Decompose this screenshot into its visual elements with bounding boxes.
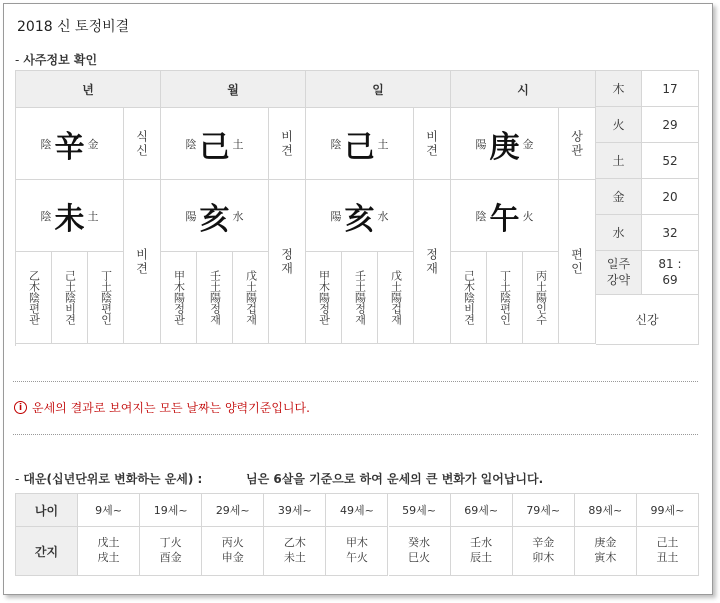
- element-score: 20: [662, 189, 678, 204]
- element-score-cell: [642, 179, 699, 215]
- element-score: 52: [662, 153, 678, 168]
- yin-yang-label: 陰: [185, 137, 197, 151]
- hidden-stem-label: 甲木陽정관: [317, 270, 331, 325]
- branch-ten-god-label: 정재: [279, 247, 294, 276]
- yin-yang-label: 陰: [475, 209, 487, 223]
- daeun-ganji: [594, 536, 616, 566]
- daeun-ganji-cell: [575, 527, 637, 576]
- daeun-ganji-cell: [264, 527, 326, 576]
- hidden-stem-cell: [487, 252, 523, 344]
- element-label: 土: [232, 137, 244, 151]
- strength-value-cell: [642, 251, 699, 295]
- hidden-stem-cell: [52, 252, 88, 344]
- stem-ten-god-label: 상관: [569, 129, 584, 158]
- branch-ten-god-label: 정재: [424, 247, 439, 276]
- stem-ten-god: [269, 108, 306, 180]
- branch-ten-god: [124, 180, 161, 344]
- element-name: 金: [612, 190, 625, 204]
- earthly-branch-cell: [161, 180, 269, 252]
- yin-yang-label: 陽: [330, 209, 342, 223]
- daeun-ganji-cell: [326, 527, 388, 576]
- daeun-age: 89세~: [588, 504, 623, 517]
- daeun-age: 39세~: [277, 504, 312, 517]
- strength-value: 81 : 69: [658, 256, 682, 287]
- age-row-label-cell: [16, 494, 78, 527]
- daeun-age-cell: [389, 494, 451, 527]
- daeun-stem: 戊土: [97, 536, 120, 550]
- branch-character: 亥: [344, 201, 375, 237]
- hidden-stem-cell: [233, 252, 269, 344]
- divider: [13, 381, 698, 382]
- element-name-cell: [596, 215, 642, 251]
- element-name-cell: [596, 71, 642, 107]
- daeun-age-cell: [575, 494, 637, 527]
- daeun-ganji-cell: [513, 527, 575, 576]
- heavenly-stem-cell: [161, 108, 269, 180]
- yin-yang-label: 陽: [475, 137, 487, 151]
- daeun-age-cell: [78, 494, 140, 527]
- daeun-table: [15, 493, 699, 576]
- hidden-stem-label: 丙土陽인수: [534, 270, 548, 325]
- daeun-age-cell: [140, 494, 202, 527]
- hidden-stem-label: 己木陰비견: [462, 270, 476, 325]
- pillar-header-label: 일: [372, 82, 384, 97]
- element-label: 水: [232, 209, 244, 223]
- saju-table: [15, 70, 596, 346]
- hidden-stem-label: 戊土陽겁재: [244, 270, 258, 325]
- hidden-stem-cell: [342, 252, 378, 344]
- daeun-ganji-cell: [451, 527, 513, 576]
- hidden-stem-label: 丁土陰편인: [498, 270, 512, 325]
- daeun-age: 79세~: [526, 504, 561, 517]
- info-icon: i: [14, 401, 27, 414]
- hidden-stem-label: 甲木陽정관: [172, 270, 186, 325]
- saju-section-heading: - 사주정보 확인: [15, 53, 98, 67]
- strength-result-cell: [596, 295, 699, 345]
- daeun-age: 29세~: [215, 504, 250, 517]
- hidden-stem-cell: [161, 252, 197, 344]
- hidden-stem-cell: [378, 252, 414, 344]
- stem-ten-god: [559, 108, 596, 180]
- daeun-branch: 午火: [345, 551, 368, 564]
- daeun-ganji: [222, 536, 244, 566]
- page-title: 2018 신 토정비결: [17, 19, 130, 35]
- daeun-ganji: [160, 536, 182, 566]
- element-label: 金: [87, 137, 99, 151]
- yin-yang-label: 陽: [185, 209, 197, 223]
- pillar-header-label: 시: [517, 82, 529, 97]
- stem-ten-god: [414, 108, 451, 180]
- daeun-age: 99세~: [650, 504, 685, 517]
- branch-ten-god-label: 편인: [569, 247, 584, 276]
- stem-ten-god-label: 비견: [279, 129, 294, 158]
- element-score-cell: [642, 215, 699, 251]
- daeun-branch: 巳火: [408, 551, 431, 564]
- branch-ten-god-label: 비견: [134, 247, 149, 276]
- stem-character: 庚: [489, 129, 520, 165]
- element-name: 木: [612, 82, 625, 96]
- strength-label-cell: [596, 251, 642, 295]
- daeun-stem: 辛金: [532, 536, 555, 550]
- branch-character: 午: [489, 201, 520, 237]
- ganji-row-label: 간지: [34, 544, 59, 559]
- heavenly-stem-cell: [16, 108, 124, 180]
- notice-text: 운세의 결과로 보여지는 모든 날짜는 양력기준입니다.: [32, 401, 310, 415]
- hidden-stem-label: 壬土陽정재: [208, 270, 222, 325]
- daeun-stem: 己土: [656, 536, 679, 550]
- pillar-header: [161, 71, 306, 108]
- hidden-stem-cell: [88, 252, 124, 344]
- daeun-stem: 壬水: [470, 536, 493, 550]
- element-label: 火: [522, 209, 534, 223]
- element-score-cell: [642, 71, 699, 107]
- element-score: 17: [662, 81, 678, 96]
- divider: [13, 434, 698, 435]
- strength-result: 신강: [635, 313, 659, 327]
- daeun-ganji: [408, 536, 430, 566]
- stem-character: 辛: [54, 129, 85, 165]
- earthly-branch-cell: [451, 180, 559, 252]
- hidden-stem-label: 丁土陰편인: [99, 270, 113, 325]
- element-name-cell: [596, 107, 642, 143]
- daeun-ganji: [98, 536, 120, 566]
- element-label: 金: [522, 137, 534, 151]
- earthly-branch-cell: [306, 180, 414, 252]
- element-score-cell: [642, 107, 699, 143]
- daeun-section-label: 대운(십년단위로 변화하는 운세) :: [23, 472, 203, 486]
- daeun-ganji: [532, 536, 554, 566]
- date-notice: [14, 399, 310, 416]
- daeun-branch: 戌土: [97, 551, 120, 564]
- daeun-branch: 辰土: [470, 551, 493, 564]
- daeun-age-cell: [637, 494, 699, 527]
- daeun-age: 69세~: [464, 504, 499, 517]
- daeun-stem: 甲木: [345, 536, 368, 550]
- daeun-ganji: [470, 536, 492, 566]
- strength-label: 일주강약: [606, 256, 631, 287]
- element-score: 32: [662, 225, 678, 240]
- pillar-header: [451, 71, 596, 108]
- yin-yang-label: 陰: [40, 137, 52, 151]
- element-name: 土: [612, 154, 625, 168]
- stem-ten-god-label: 비견: [424, 129, 439, 158]
- stem-ten-god-label: 식신: [134, 129, 149, 158]
- ganji-row-label-cell: [16, 527, 78, 576]
- element-name: 水: [612, 226, 625, 240]
- hidden-stem-cell: [16, 252, 52, 344]
- element-label: 水: [377, 209, 389, 223]
- branch-character: 未: [54, 201, 85, 237]
- daeun-ganji: [346, 536, 368, 566]
- daeun-age-cell: [264, 494, 326, 527]
- daeun-ganji-cell: [637, 527, 699, 576]
- pillar-header: [306, 71, 451, 108]
- stem-character: 己: [344, 129, 375, 165]
- daeun-stem: 癸水: [408, 536, 431, 550]
- hidden-stem-cell: [197, 252, 233, 344]
- element-score-table: [595, 70, 699, 327]
- stem-character: 己: [199, 129, 230, 165]
- daeun-stem: 庚金: [594, 536, 617, 550]
- earthly-branch-cell: [16, 180, 124, 252]
- pillar-header-label: 년: [82, 82, 94, 97]
- daeun-age: 9세~: [95, 504, 122, 517]
- pillar-header: [16, 71, 161, 108]
- yin-yang-label: 陰: [40, 209, 52, 223]
- daeun-ganji-cell: [140, 527, 202, 576]
- daeun-age: 49세~: [340, 504, 374, 517]
- hidden-stem-label: 乙木陰편관: [27, 270, 41, 325]
- daeun-stem: 丁火: [159, 536, 182, 550]
- hidden-stem-label: 己土陰비견: [63, 270, 77, 325]
- branch-ten-god: [559, 180, 596, 344]
- stem-ten-god: [124, 108, 161, 180]
- yin-yang-label: 陰: [330, 137, 342, 151]
- daeun-section-heading: - 대운(십년단위로 변화하는 운세) :: [15, 472, 203, 486]
- branch-ten-god: [414, 180, 451, 344]
- daeun-branch: 卯木: [532, 551, 555, 564]
- age-row-label: 나이: [34, 503, 59, 518]
- daeun-stem: 丙火: [221, 536, 244, 550]
- daeun-branch: 未土: [283, 551, 306, 564]
- heavenly-stem-cell: [451, 108, 559, 180]
- daeun-branch: 丑土: [656, 551, 679, 564]
- daeun-ganji-cell: [78, 527, 140, 576]
- hidden-stem-cell: [306, 252, 342, 344]
- daeun-description: 님은 6살을 기준으로 하여 운세의 큰 변화가 일어납니다.: [246, 472, 544, 486]
- daeun-age-cell: [451, 494, 513, 527]
- daeun-ganji-cell: [389, 527, 451, 576]
- element-score-cell: [642, 143, 699, 179]
- element-score: 29: [662, 117, 678, 132]
- hidden-stem-label: 戊土陽겁재: [389, 270, 403, 325]
- hidden-stem-cell: [451, 252, 487, 344]
- saju-section-label: 사주정보 확인: [23, 53, 98, 67]
- element-name-cell: [596, 143, 642, 179]
- daeun-ganji: [284, 536, 306, 566]
- daeun-ganji-cell: [202, 527, 264, 576]
- hidden-stem-label: 壬土陽정재: [353, 270, 367, 325]
- pillar-header-label: 월: [227, 82, 239, 97]
- element-label: 土: [87, 209, 99, 223]
- element-label: 土: [377, 137, 389, 151]
- hidden-stem-cell: [523, 252, 559, 344]
- daeun-age-cell: [202, 494, 264, 527]
- daeun-branch: 酉金: [159, 551, 182, 564]
- daeun-stem: 乙木: [283, 536, 306, 550]
- element-name-cell: [596, 179, 642, 215]
- heavenly-stem-cell: [306, 108, 414, 180]
- daeun-age: 19세~: [153, 504, 188, 517]
- branch-character: 亥: [199, 201, 230, 237]
- daeun-age: 59세~: [402, 504, 436, 517]
- daeun-age-cell: [513, 494, 575, 527]
- daeun-age-cell: [326, 494, 388, 527]
- daeun-branch: 申金: [221, 551, 244, 564]
- daeun-branch: 寅木: [594, 551, 617, 564]
- daeun-ganji: [656, 536, 678, 566]
- branch-ten-god: [269, 180, 306, 344]
- element-name: 火: [612, 118, 625, 132]
